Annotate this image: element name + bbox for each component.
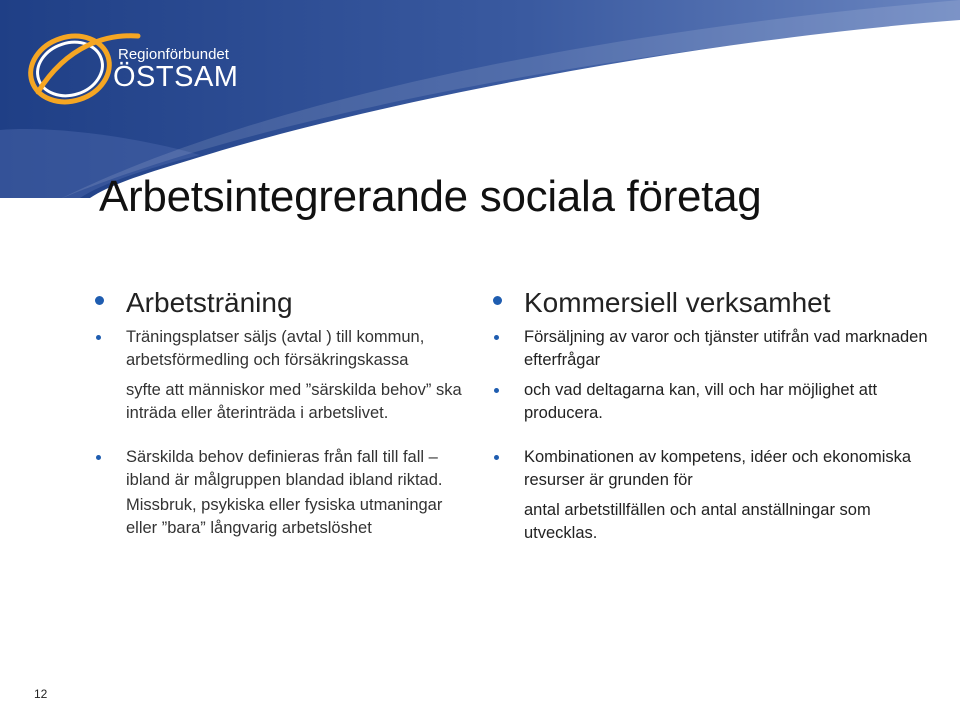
logo-large-text: ÖSTSAM	[113, 61, 239, 93]
list-item	[493, 446, 933, 492]
right-heading	[493, 283, 933, 323]
left-heading	[95, 283, 475, 323]
list-item-text: Träningsplatser säljs (avtal ) till kommun, arbetsförmedling och försäkringskassa	[126, 328, 425, 369]
right-column	[493, 283, 933, 545]
list-item	[493, 379, 933, 425]
left-column	[95, 283, 475, 540]
list-item-text: Särskilda behov definieras från fall till fall – ibland är målgruppen blandad ibland riktad.	[126, 448, 443, 489]
list-item-text: och vad deltagarna kan, vill och har möjlighet att producera.	[524, 381, 878, 422]
page-number: 12	[34, 687, 48, 701]
slide-title: Arbetsintegrerande sociala företag	[99, 172, 762, 221]
bullet-icon	[96, 455, 101, 460]
bullet-icon	[494, 455, 499, 460]
bullet-icon	[494, 388, 499, 393]
list-item-text: Missbruk, psykiska eller fysiska utmaningar eller ”bara” långvarig arbetslöshet	[126, 496, 443, 537]
bullet-icon	[493, 296, 502, 305]
list-item-text: syfte att människor med ”särskilda behov” ska inträda eller återinträda i arbetslivet.	[126, 381, 462, 422]
list-item-text: antal arbetstillfällen och antal anställningar som utvecklas.	[524, 501, 871, 542]
list-item	[493, 499, 933, 545]
left-heading-text: Arbetsträning	[126, 287, 293, 318]
logo-small-text: Regionförbundet	[118, 46, 229, 63]
list-item-text: Försäljning av varor och tjänster utifrån vad marknaden efterfrågar	[524, 328, 928, 369]
right-heading-text: Kommersiell verksamhet	[524, 287, 831, 318]
list-item-text: Kombinationen av kompetens, idéer och ekonomiska resurser är grunden för	[524, 448, 912, 489]
bullet-icon	[96, 335, 101, 340]
bullet-icon	[95, 296, 104, 305]
list-item	[493, 326, 933, 372]
list-item	[95, 446, 475, 492]
bullet-icon	[494, 335, 499, 340]
list-item	[95, 326, 475, 372]
list-item	[95, 494, 475, 540]
list-item	[95, 379, 475, 425]
